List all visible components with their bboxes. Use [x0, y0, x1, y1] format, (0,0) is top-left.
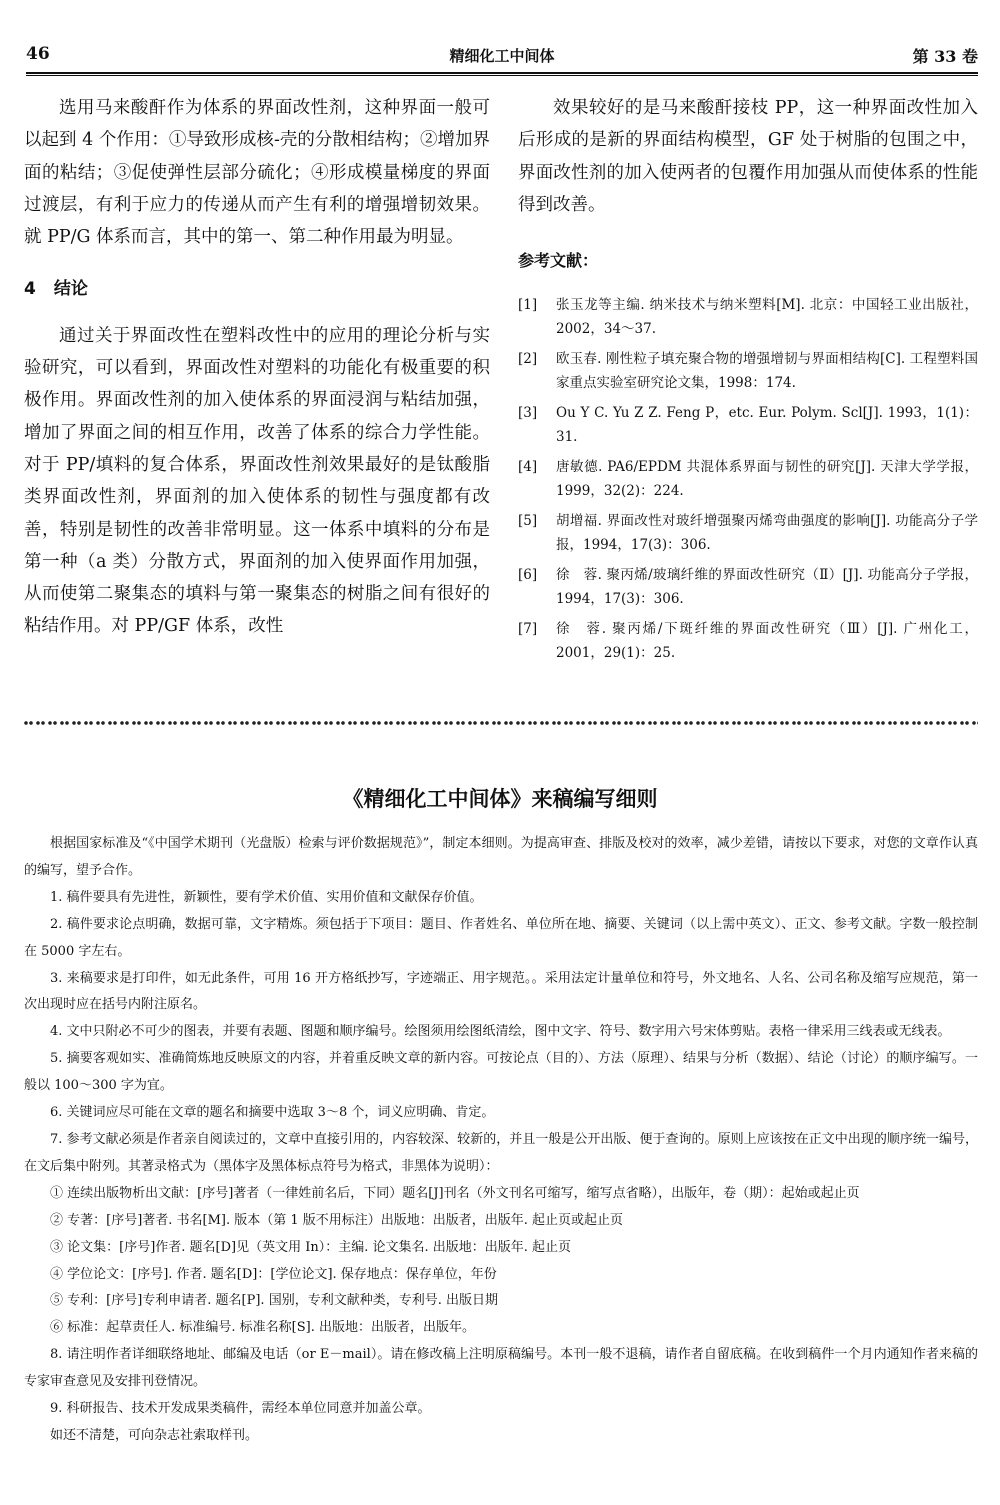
guideline-paragraph: 5. 摘要客观如实、准确简炼地反映原文的内容，并着重反映文章的新内容。可按论点（目的）、方法（原理）、结果与分析（数据）、结论（讨论）的顺序编写。一般以 100～300 字为宜。: [24, 1051, 978, 1094]
reference-item: [518, 455, 978, 503]
reference-text: 唐敏德. PA6/EPDM 共混体系界面与韧性的研究[J]. 天津大学学报，1999，32(2)：224.: [556, 459, 978, 500]
guideline-paragraph: 9. 科研报告、技术开发成果类稿件，需经本单位同意并加盖公章。: [50, 1401, 431, 1417]
reference-index: [3]: [518, 405, 538, 422]
guideline-paragraph: 3. 来稿要求是打印件，如无此条件，可用 16 开方格纸抄写，字迹端正、用字规范。。采用法定计量单位和符号，外文地名、人名、公司名称及缩写应规范，第一次出现时应在括号内附注原名。: [24, 970, 978, 1013]
reference-index: [6]: [518, 567, 538, 584]
reference-text: 欧玉春. 刚性粒子填充聚合物的增强增韧与界面相结构[C]. 工程塑料国家重点实验室研究论文集，1998：174.: [556, 351, 978, 392]
reference-text: 徐 蓉. 聚丙烯/下斑纤维的界面改性研究（Ⅲ）[J]. 广州化工，2001，29(1)：25.: [556, 621, 978, 662]
citation-format: ③ 论文集：[序号]作者. 题名[D]见（英文用 In）：主编. 论文集名. 出版地：出版年. 起止页: [50, 1239, 572, 1255]
references-heading: 参考文献：: [518, 251, 599, 271]
page-number: 46: [26, 44, 50, 64]
citation-format: ⑥ 标准：起草责任人. 标准编号. 标准名称[S]. 出版地：出版者，出版年。: [50, 1320, 475, 1336]
decorative-divider: [22, 716, 978, 730]
body-paragraph: 通过关于界面改性在塑料改性中的应用的理论分析与实验研究，可以看到，界面改性对塑料的功能化有极重要的积极作用。界面改性剂的加入使体系的界面浸润与粘结加强，增加了界面之间的相互作用，改善了体系的综合力学性能。对于 PP/填料的复合体系，界面改性剂效果最好的是钛酸脂类界面改性剂，界面剂的加入使体系的韧性与强度都有改善，特别是韧性的改善非常明显。这一体系中填料的分布是第一种（a 类）分散方式，界面剂的加入使界面作用加强，从而使第二聚集态的填料与第一聚集态的树脂之间有很好的粘结作用。对 PP/GF 体系，改性: [24, 325, 490, 637]
reference-list: [518, 293, 978, 665]
right-column: [518, 92, 978, 671]
left-column: [24, 92, 490, 643]
reference-item: [518, 617, 978, 665]
reference-item: [518, 563, 978, 611]
section-title: 结论: [53, 279, 88, 300]
journal-title: 精细化工中间体: [449, 47, 555, 65]
guideline-paragraph: 4. 文中只附必不可少的图表，并要有表题、图题和顺序编号。绘图须用绘图纸清绘，图中文字、符号、数字用六号宋体剪贴。表格一律采用三线表或无线表。: [50, 1024, 951, 1040]
guideline-paragraph: 2. 稿件要求论点明确，数据可靠，文字精炼。须包括于下项目：题目、作者姓名、单位所在地、摘要、关键词（以上需中英文）、正文、参考文献。字数一般控制在 5000 字左右。: [24, 916, 978, 959]
reference-text: 徐 蓉. 聚丙烯/玻璃纤维的界面改性研究（Ⅱ）[J]. 功能高分子学报，1994，17(3)：306.: [556, 567, 978, 608]
reference-text: 胡增福. 界面改性对玻纤增强聚丙烯弯曲强度的影响[J]. 功能高分子学报，1994，17(3)：306.: [556, 513, 978, 554]
header-rule-thin: [26, 75, 978, 76]
body-paragraph: 选用马来酸酐作为体系的界面改性剂，这种界面一般可以起到 4 个作用：①导致形成核-壳的分散相结构；②增加界面的粘结；③促使弹性层部分硫化；④形成模量梯度的界面过渡层，有利于应力的传递从而产生有利的增强增韧效果。就 PP/G 体系而言，其中的第一、第二种作用最为明显。: [24, 98, 490, 248]
guideline-paragraph: 1. 稿件要具有先进性，新颖性，要有学术价值、实用价值和文献保存价值。: [50, 889, 483, 905]
citation-format: ④ 学位论文：[序号]. 作者. 题名[D]：[学位论文]. 保存地点：保存单位，年份: [50, 1266, 497, 1282]
citation-format: ② 专著：[序号]著者. 书名[M]. 版本（第 1 版不用标注）出版地：出版者，出版年. 起止页或起止页: [50, 1212, 624, 1228]
section-heading: [24, 273, 490, 305]
reference-index: [7]: [518, 621, 538, 638]
section-number: 4: [24, 279, 36, 300]
reference-text: 张玉龙等主编. 纳米技术与纳米塑料[M]. 北京：中国轻工业出版社，2002，34～37.: [556, 297, 978, 338]
citation-format: ⑤ 专利：[序号]专利申请者. 题名[P]. 国别，专利文献种类，专利号. 出版日期: [50, 1293, 498, 1309]
reference-index: [5]: [518, 513, 538, 530]
guideline-paragraph: 7. 参考文献必须是作者亲自阅读过的，文章中直接引用的，内容较深、较新的，并且一般是公开出版、便于查询的。原则上应该按在正文中出现的顺序统一编号，在文后集中附列。其著录格式为（黑体字及黑体标点符号为格式，非黑体为说明）：: [24, 1131, 978, 1174]
header-rule: [26, 72, 978, 74]
body-paragraph: 效果较好的是马来酸酐接枝 PP，这一种界面改性加入后形成的是新的界面结构模型，GF 处于树脂的包围之中，界面改性剂的加入使两者的包覆作用加强从而使体系的性能得到改善。: [518, 98, 978, 215]
guidelines-title: 《精细化工中间体》来稿编写细则: [342, 787, 658, 811]
guideline-paragraph: 6. 关键词应尽可能在文章的题名和摘要中选取 3～8 个，词义应明确、肯定。: [50, 1105, 495, 1121]
citation-format: ① 连续出版物析出文献：[序号]著者（一律姓前名后，下同）题名[J]刊名（外文刊名可缩写，缩写点省略），出版年，卷（期）：起始或起止页: [50, 1185, 860, 1201]
reference-text: Ou Y C. Yu Z Z. Feng P，etc. Eur. Polym. Scl[J]. 1993，1(1)：31.: [556, 405, 978, 446]
reference-index: [2]: [518, 351, 538, 368]
reference-item: [518, 293, 978, 341]
guidelines-body: [24, 831, 978, 1450]
guideline-paragraph: 8. 请注明作者详细联络地址、邮编及电话（or E－mail）。请在修改稿上注明原稿编号。本刊一般不退稿，请作者自留底稿。在收到稿件一个月内通知作者来稿的专家审查意见及安排刊登情况。: [24, 1347, 978, 1390]
reference-item: [518, 347, 978, 395]
reference-index: [1]: [518, 297, 538, 314]
reference-item: [518, 401, 978, 449]
guideline-paragraph: 根据国家标准及“《中国学术期刊（光盘版）检索与评价数据规范》”，制定本细则。为提高审查、排版及校对的效率，减少差错，请按以下要求，对您的文章作认真的编写，望予合作。: [24, 836, 978, 878]
volume-label: 第 33 卷: [912, 47, 978, 66]
reference-item: [518, 509, 978, 557]
running-header: [26, 44, 978, 72]
guideline-paragraph: 如还不清楚，可向杂志社索取样刊。: [50, 1427, 259, 1443]
reference-index: [4]: [518, 459, 538, 476]
